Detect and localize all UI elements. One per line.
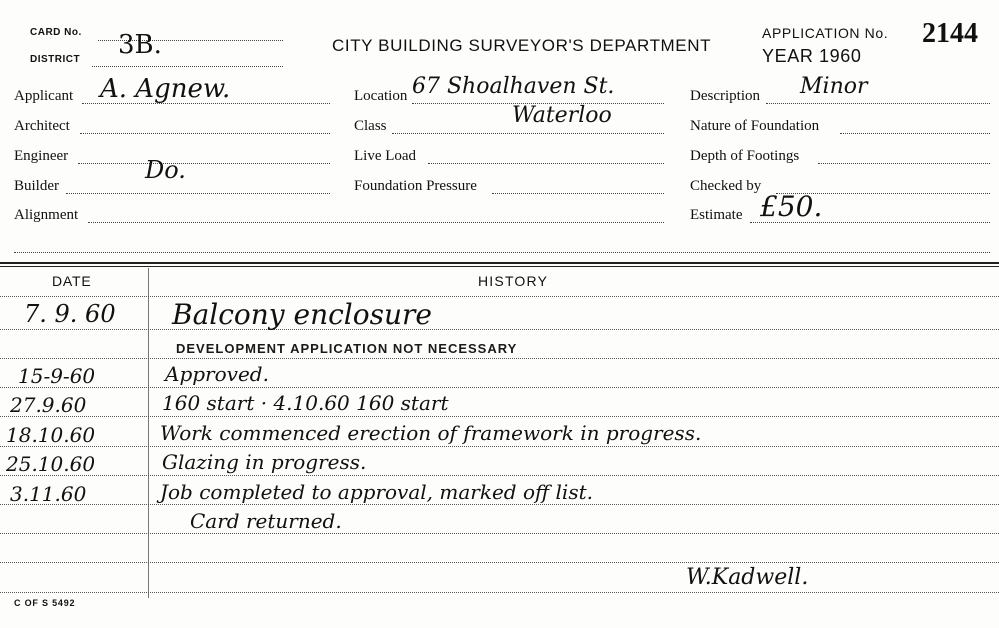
history-top-rule-2 bbox=[0, 266, 999, 267]
history-ruled-line bbox=[0, 387, 999, 388]
history-entry-6: Job completed to approval, marked off list. bbox=[160, 480, 593, 504]
history-ruled-line bbox=[0, 329, 999, 330]
alignment-dotline bbox=[88, 222, 664, 223]
location-value-line2: Waterloo bbox=[512, 103, 612, 128]
estimate-value: £50. bbox=[760, 190, 823, 223]
history-ruled-line bbox=[0, 446, 999, 447]
foundation-pressure-dotline bbox=[492, 193, 664, 194]
history-entry-1: Balcony enclosure bbox=[172, 298, 432, 331]
history-entry-2: Approved. bbox=[165, 362, 269, 386]
card-no-label: CARD No. bbox=[30, 27, 82, 38]
history-top-rule bbox=[0, 262, 999, 264]
history-ruled-line bbox=[0, 296, 999, 297]
history-ruled-line bbox=[0, 358, 999, 359]
applicant-value: A. Agnew. bbox=[100, 74, 231, 104]
history-date-6: 3.11.60 bbox=[10, 482, 87, 506]
builder-dotline bbox=[66, 193, 330, 194]
engineer-dotline bbox=[78, 163, 330, 164]
development-stamp: DEVELOPMENT APPLICATION NOT NECESSARY bbox=[176, 341, 518, 356]
live-load-dotline bbox=[428, 163, 664, 164]
nature-dotline bbox=[840, 133, 990, 134]
location-label: Location bbox=[354, 88, 408, 104]
application-no-label: APPLICATION No. bbox=[762, 25, 889, 41]
history-ruled-line bbox=[0, 562, 999, 563]
applicant-label: Applicant bbox=[14, 88, 74, 104]
builder-label: Builder bbox=[14, 178, 59, 194]
architect-label: Architect bbox=[14, 118, 70, 134]
date-column-divider bbox=[148, 268, 149, 598]
engineer-label: Engineer bbox=[14, 148, 69, 164]
history-ruled-line bbox=[0, 475, 999, 476]
history-ruled-line bbox=[0, 504, 999, 505]
history-extra-line: Card returned. bbox=[190, 509, 342, 533]
district-value: 3B. bbox=[118, 30, 162, 60]
department-title: CITY BUILDING SURVEYOR'S DEPARTMENT bbox=[332, 36, 712, 55]
history-date-4: 18.10.60 bbox=[6, 423, 96, 447]
date-column-header: DATE bbox=[52, 273, 92, 289]
history-date-1: 7. 9. 60 bbox=[24, 300, 116, 328]
description-value: Minor bbox=[800, 74, 868, 99]
application-no-value: 2144 bbox=[922, 18, 978, 49]
description-label: Description bbox=[690, 88, 760, 104]
history-entry-3: 160 start · 4.10.60 160 start bbox=[162, 391, 449, 415]
foundation-pressure-label: Foundation Pressure bbox=[354, 178, 477, 194]
live-load-label: Live Load bbox=[354, 148, 417, 164]
district-dotline bbox=[92, 66, 283, 67]
history-ruled-line bbox=[0, 592, 999, 593]
history-ruled-line bbox=[0, 416, 999, 417]
location-value-line1: 67 Shoalhaven St. bbox=[412, 74, 615, 99]
alignment-label: Alignment bbox=[14, 207, 79, 223]
class-label: Class bbox=[354, 118, 387, 134]
estimate-label: Estimate bbox=[690, 207, 743, 223]
form-code: C OF S 5492 bbox=[14, 598, 76, 608]
history-ruled-line bbox=[0, 533, 999, 534]
history-entry-4: Work commenced erection of framework in progress. bbox=[160, 421, 702, 445]
district-label: DISTRICT bbox=[30, 54, 81, 65]
depth-of-footings-label: Depth of Footings bbox=[690, 148, 800, 164]
history-column-header: HISTORY bbox=[478, 273, 549, 289]
history-date-2: 15-9-60 bbox=[18, 364, 96, 388]
signature: W.Kadwell. bbox=[686, 565, 809, 590]
header-bottom-dotline bbox=[14, 252, 990, 253]
history-date-5: 25.10.60 bbox=[6, 452, 96, 476]
checked-by-label: Checked by bbox=[690, 178, 762, 194]
history-entry-5: Glazing in progress. bbox=[162, 450, 367, 474]
description-dotline bbox=[766, 103, 990, 104]
year-label: YEAR 1960 bbox=[762, 46, 862, 66]
engineer-value: Do. bbox=[145, 156, 186, 184]
depth-dotline bbox=[818, 163, 990, 164]
class-dotline bbox=[392, 133, 664, 134]
architect-dotline bbox=[80, 133, 330, 134]
history-date-3: 27.9.60 bbox=[10, 393, 87, 417]
nature-of-foundation-label: Nature of Foundation bbox=[690, 118, 820, 134]
